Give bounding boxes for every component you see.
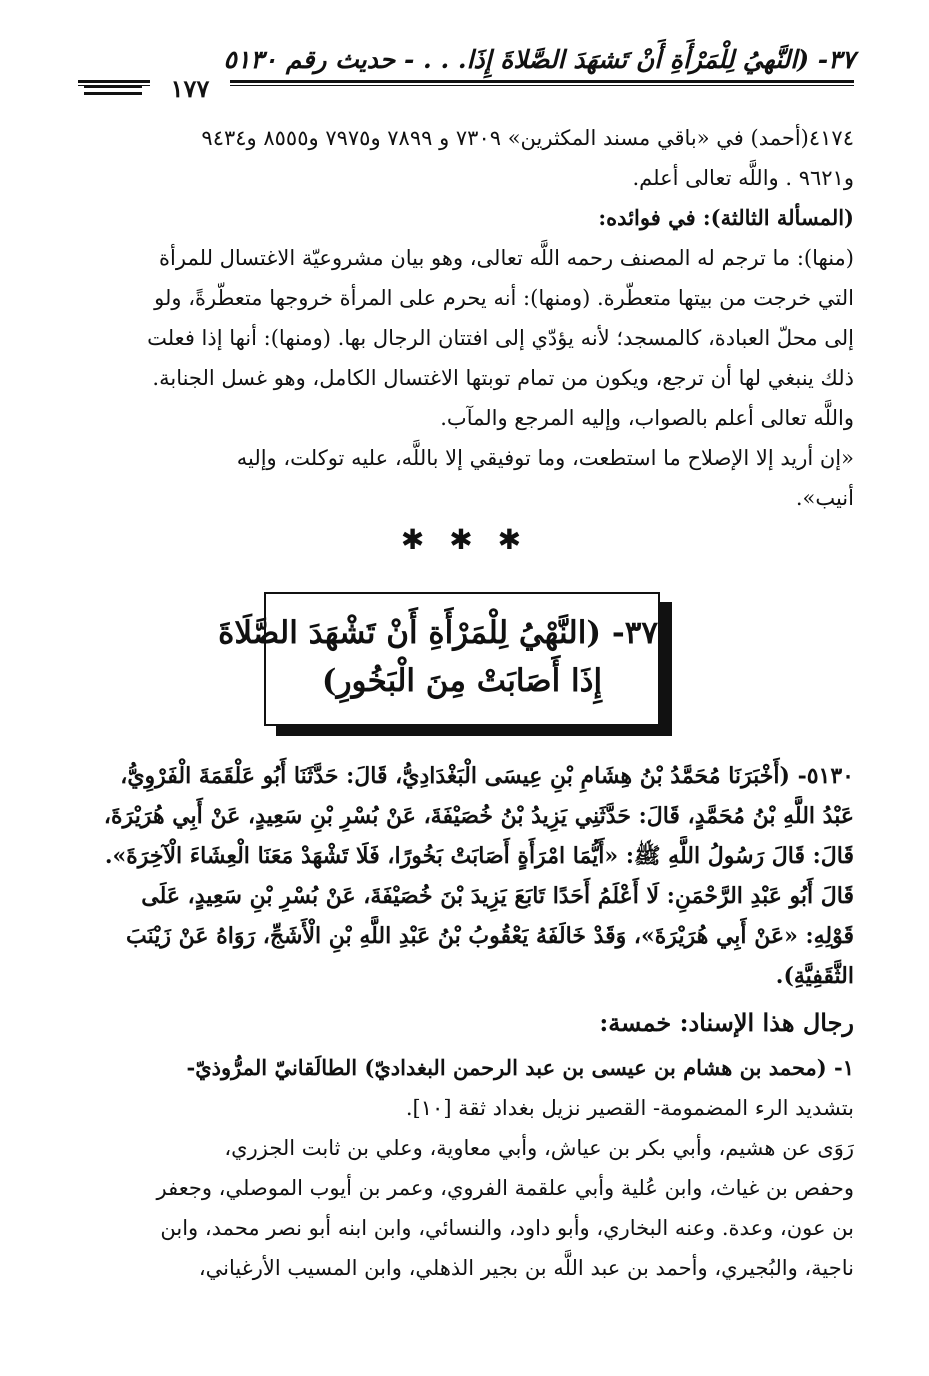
page-number-bar: [84, 92, 142, 95]
page-number-bar: [84, 85, 142, 88]
reference-line: و٩٦٢١ . واللَّه تعالى أعلم.: [632, 166, 854, 190]
running-header-title: ٣٧- (النَّهيُ لِلْمَرْأَةِ أَنْ تَشهَدَ الصَّلاةَ إِذَا. . . - حديث رقم ٥١٣٠: [223, 45, 855, 74]
benefit-line: إلى محلّ العبادة، كالمسجد؛ لأنه يؤدّي إلى افتتان الرجال بها. (ومنها): أنها إذا فعلت: [147, 326, 854, 350]
narrators-heading: رجال هذا الإسناد: خمسة:: [599, 1008, 854, 1037]
chapter-title-box: [218, 592, 660, 726]
issue-heading: (المسألة الثالثة): في فوائده:: [598, 205, 854, 230]
narrator-line: ناجية، والبُجيري، وأحمد بن عبد اللَّه بن بجير الذهلي، وابن المسيب الأرغياني،: [198, 1256, 854, 1280]
narrator-line: بتشديد الرء المضمومة- القصير نزيل بغداد ثقة [١٠].: [405, 1096, 854, 1120]
hadith-text: [78, 756, 854, 996]
hadith-line: الثَّقَفِيَّةِ).: [775, 963, 854, 989]
narrator-entry: [78, 1048, 854, 1288]
narrator-line: وحفص بن غياث، وابن عُلية وأبي علقمة الفروي، وعمر بن أيوب الموصلي، وجعفر: [156, 1176, 854, 1200]
hadith-line: قَالَ: قَالَ رَسُولُ اللَّهِ ﷺ: «أَيُّمَا امْرَأَةٍ أَصَابَتْ بَخُورًا، فَلَا تَشْهَدْ مَعَنَا الْعِشَاءَ الْآخِرَةَ».: [104, 843, 854, 869]
benefit-line: التي خرجت من بيتها متعطّرة. (ومنها): أنه يحرم على المرأة خروجها متعطّرةً، ولو: [154, 286, 854, 310]
chapter-title-line: ٣٧- (النَّهْيُ لِلْمَرْأَةِ أَنْ تَشْهَدَ الصَّلَاةَ: [218, 615, 658, 651]
narrator-line: ١- (محمد بن هشام بن عيسى بن عبد الرحمن البغداديّ) الطالَقانيّ المرُّوذيّ-: [186, 1055, 854, 1080]
hadith-line: قَوْلِهِ: «عَنْ أَبِي هُرَيْرَةَ»، وَقَدْ خَالَفَهُ يَعْقُوبُ بْنُ عَبْدِ اللَّهِ بْنِ الْأَشَجِّ، رَوَاهُ عَنْ زَيْنَبَ: [126, 923, 854, 949]
closing-line: أنيب».: [795, 486, 854, 510]
section-separator: ✱ ✱ ✱: [400, 523, 530, 556]
benefit-line: (منها): ما ترجم له المصنف رحمه اللَّه تعالى، وهو بيان مشروعيّة الاغتسال للمرأة: [159, 246, 854, 270]
hadith-line: قَالَ أَبُو عَبْدِ الرَّحْمَنِ: لَا أَعْلَمُ أَحَدًا تَابَعَ يَزِيدَ بْنَ خُصَيْفَةَ، عَنْ بُسْرِ بْنِ سَعِيدٍ، عَلَى: [141, 883, 854, 909]
chapter-title-line: إِذَا أَصَابَتْ مِنَ الْبَخُورِ): [321, 663, 603, 699]
closing-line: «إن أريد إلا الإصلاح ما استطعت، وما توفيقي إلا باللَّه، عليه توكلت، وإليه: [236, 446, 854, 470]
narrator-line: رَوَى عن هشيم، وأبي بكر بن عياش، وأبي معاوية، وعلي بن ثابت الجزري،: [224, 1136, 854, 1160]
narrator-line: بن عون، وعدة. وعنه البخاري، وأبو داود، والنسائي، وابن ابنه أبو نصر محمد، وابن: [160, 1216, 854, 1240]
benefit-line: ذلك ينبغي لها أن ترجع، ويكون من تمام توبتها الاغتسال الكامل، وهو غسل الجنابة.: [152, 366, 854, 390]
hadith-line: ٥١٣٠- (أَخْبَرَنَا مُحَمَّدُ بْنُ هِشَامِ بْنِ عِيسَى الْبَغْدَادِيُّ، قَالَ: حَدَّثَنَا أَبُو عَلْقَمَةَ الْفَرْوِيُّ،: [120, 763, 854, 789]
hadith-line: عَبْدُ اللَّهِ بْنُ مُحَمَّدٍ، قَالَ: حَدَّثَنِي يَزِيدُ بْنُ خُصَيْفَةَ، عَنْ بُسْرِ بْنِ سَعِيدٍ، عَنْ أَبِي هُرَيْرَةَ،: [103, 803, 854, 829]
benefit-line: واللَّه تعالى أعلم بالصواب، وإليه المرجع والمآب.: [440, 406, 854, 430]
reference-line: ٤١٧٤(أحمد) في «باقي مسند المكثرين» ٧٣٠٩ و ٧٨٩٩ و٧٩٧٥ و٨٥٥٥ و٩٤٣٤: [201, 126, 854, 150]
page-number: ١٧٧: [150, 74, 230, 104]
previous-chapter-text: [78, 118, 854, 518]
